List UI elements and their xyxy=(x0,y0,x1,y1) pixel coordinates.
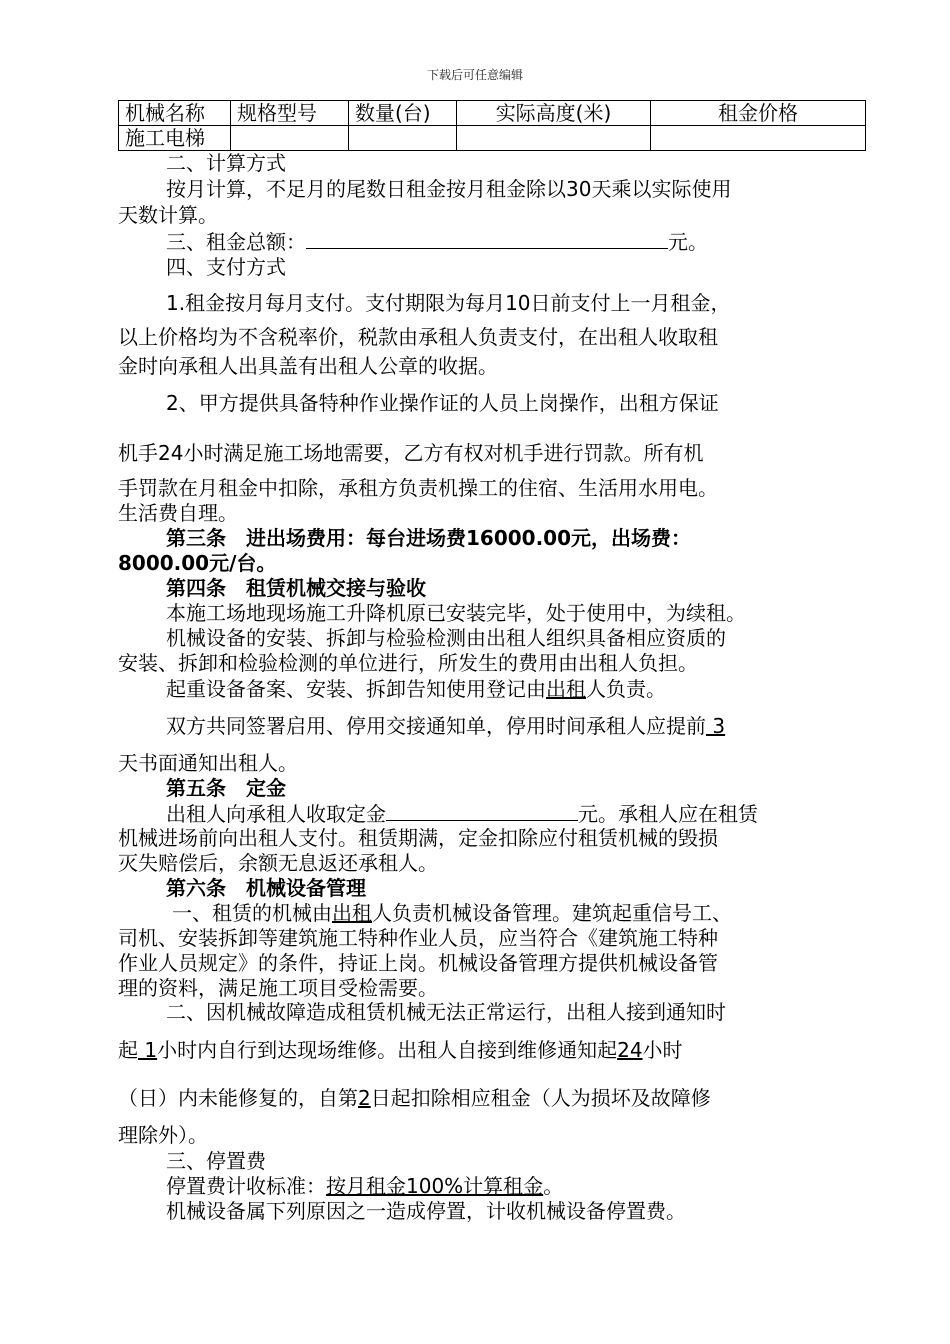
paragraph-line: 理除外）。 xyxy=(118,1123,208,1147)
table-cell xyxy=(651,126,866,151)
paragraph-line: 本施工场地现场施工升降机原已安装完毕，处于使用中，为续租。 xyxy=(166,601,746,625)
table-header-row xyxy=(119,101,866,126)
management-text-end: 人负责机械设备管理。建筑起重信号工、 xyxy=(372,901,732,925)
paragraph-line: 机械设备的安装、拆卸与检验检测由出租人组织具备相应资质的 xyxy=(166,626,726,650)
management-text: 一、租赁的机械由 xyxy=(172,901,332,925)
deposit-line xyxy=(166,800,950,827)
table-cell xyxy=(457,126,651,151)
article-3-heading: 第三条 进出场费用：每台进场费16000.00元，出场费： xyxy=(166,526,692,550)
paragraph-line: 司机、安装拆卸等建筑施工特种作业人员，应当符合《建筑施工特种 xyxy=(118,926,718,950)
paragraph-line: 理的资料，满足施工项目受检需要。 xyxy=(118,976,438,1000)
total-rent-line xyxy=(166,228,950,255)
paragraph-line: 机械进场前向出租人支付。租赁期满，定金扣除应付租赁机械的毁损 xyxy=(118,826,718,850)
paragraph-line: 机手24小时满足施工场地需要，乙方有权对机手进行罚款。所有机 xyxy=(118,441,704,465)
repair-time-line xyxy=(118,1037,950,1063)
paragraph-line: 按月计算，不足月的尾数日租金按月租金除以30天乘以实际使用 xyxy=(166,177,732,201)
underlined-party: 出租 xyxy=(546,677,586,701)
table-row xyxy=(119,126,866,151)
deduction-text: （日）内未能修复的，自第 xyxy=(118,1086,358,1110)
registration-line xyxy=(166,676,950,702)
arrival-hours-value: 1 xyxy=(138,1038,158,1062)
deduction-line xyxy=(118,1085,950,1111)
section-payment-heading: 四、支付方式 xyxy=(166,255,286,279)
col-header-actual-height: 实际高度(米) xyxy=(457,101,651,126)
paragraph-line: 机械设备属下列原因之一造成停置，计收机械设备停置费。 xyxy=(166,1199,686,1223)
idle-fee-standard-value: 按月租金100%计算租金 xyxy=(326,1174,544,1198)
paragraph-line: 天书面通知出租人。 xyxy=(118,751,298,775)
table-cell xyxy=(231,126,349,151)
section-calc-method-heading: 二、计算方式 xyxy=(166,151,286,175)
repair-text-unit: 小时 xyxy=(642,1038,683,1062)
registration-text: 起重设备备案、安装、拆卸告知使用登记由 xyxy=(166,677,546,701)
page-header-note: 下载后可任意编辑 xyxy=(426,68,523,82)
col-header-spec-model: 规格型号 xyxy=(231,101,349,126)
deposit-label: 出租人向承租人收取定金 xyxy=(166,802,386,826)
repair-hours-value: 24 xyxy=(617,1038,643,1062)
article-3-continuation: 8000.00元/台。 xyxy=(118,551,277,575)
section-idle-fee-heading: 三、停置费 xyxy=(166,1149,266,1173)
deduction-text-end: 日起扣除相应租金（人为损坏及故障修 xyxy=(370,1086,711,1110)
article-4-heading: 第四条 租赁机械交接与验收 xyxy=(166,576,426,600)
management-line xyxy=(172,900,950,926)
paragraph-line: 天数计算。 xyxy=(118,203,218,227)
paragraph-line: 手罚款在月租金中扣除，承租方负责机操工的住宿、生活用水用电。 xyxy=(118,476,718,500)
paragraph-line: 生活费自理。 xyxy=(118,501,238,525)
paragraph-line: 安装、拆卸和检验检测的单位进行，所发生的费用由出租人负担。 xyxy=(118,651,698,675)
paragraph-line: 二、因机械故障造成租赁机械无法正常运行，出租人接到通知时 xyxy=(166,1000,726,1024)
paragraph-line: 金时向承租人出具盖有出租人公章的收据。 xyxy=(118,354,498,378)
col-header-rent-price: 租金价格 xyxy=(651,101,866,126)
repair-text-mid: 小时内自行到达现场维修。出租人自接到维修通知起 xyxy=(157,1038,618,1062)
idle-fee-standard-line xyxy=(166,1173,950,1199)
col-header-quantity: 数量(台) xyxy=(349,101,457,126)
col-header-machine-name: 机械名称 xyxy=(119,101,231,126)
paragraph-line: 1.租金按月每月支付。支付期限为每月10日前支付上一月租金， xyxy=(166,291,731,315)
rental-table xyxy=(118,100,866,151)
paragraph-line: 以上价格均为不含税率价，税款由承租人负责支付，在出租人收取租 xyxy=(118,325,718,349)
paragraph-line: 2、甲方提供具备特种作业操作证的人员上岗操作，出租方保证 xyxy=(166,391,719,415)
deduction-day-value: 2 xyxy=(358,1086,371,1110)
deposit-blank xyxy=(386,800,578,821)
idle-fee-period: 。 xyxy=(543,1174,564,1198)
table-cell xyxy=(349,126,457,151)
repair-text: 起 xyxy=(118,1038,138,1062)
underlined-party: 出租 xyxy=(332,901,372,925)
notice-days-value: 3 xyxy=(706,714,726,738)
article-6-heading: 第六条 机械设备管理 xyxy=(166,876,366,900)
total-rent-label: 三、租金总额： xyxy=(166,230,306,254)
handover-line xyxy=(166,713,950,739)
deposit-text-end: 元。承租人应在租赁 xyxy=(578,802,758,826)
paragraph-line: 作业人员规定》的条件，持证上岗。机械设备管理方提供机械设备管 xyxy=(118,951,718,975)
paragraph-line: 灭失赔偿后，余额无息返还承租人。 xyxy=(118,851,438,875)
table-cell: 施工电梯 xyxy=(119,126,231,151)
article-5-heading: 第五条 定金 xyxy=(166,776,286,800)
total-rent-blank xyxy=(306,228,668,249)
handover-text: 双方共同签署启用、停用交接通知单，停用时间承租人应提前 xyxy=(166,714,706,738)
total-rent-unit: 元。 xyxy=(668,230,708,254)
registration-text-end: 人负责。 xyxy=(586,677,666,701)
idle-fee-label: 停置费计收标准： xyxy=(166,1174,326,1198)
